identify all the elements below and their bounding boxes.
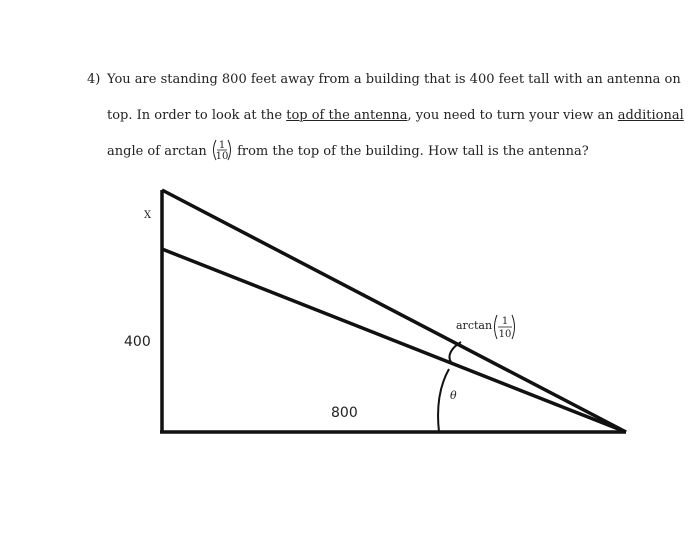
fraction-denominator: 10 [215, 150, 229, 161]
fraction-numerator: 1 [218, 139, 226, 151]
problem-number: 4) [87, 72, 101, 87]
problem-line-3-end: from the top of the building. How tall is the antenna? [232, 144, 589, 159]
label-arctan: arctan [456, 319, 493, 332]
underlined-top-of-antenna: top of the antenna [286, 108, 408, 123]
problem-line-3-start: angle of arctan [107, 144, 207, 159]
problem-line-2-start: top. In order to look at the [107, 108, 287, 123]
problem-line-2-middle: , you need to turn your view an [407, 108, 618, 123]
sight-line-antenna-top [162, 190, 626, 432]
label-800: 800 [331, 405, 358, 421]
sight-line-building-top [162, 249, 626, 432]
label-arctan-denominator: 10 [498, 329, 512, 340]
label-x: X [144, 210, 152, 221]
label-theta: θ [450, 389, 457, 402]
label-arctan-fraction [495, 315, 515, 340]
underlined-additional: additional [617, 108, 684, 123]
problem-line-1-text: You are standing 800 feet away from a building that is 400 feet tall with an antenna on [107, 72, 681, 87]
theta-arc [438, 369, 449, 432]
label-400: 400 [124, 334, 151, 350]
label-arctan-numerator: 1 [501, 316, 509, 327]
